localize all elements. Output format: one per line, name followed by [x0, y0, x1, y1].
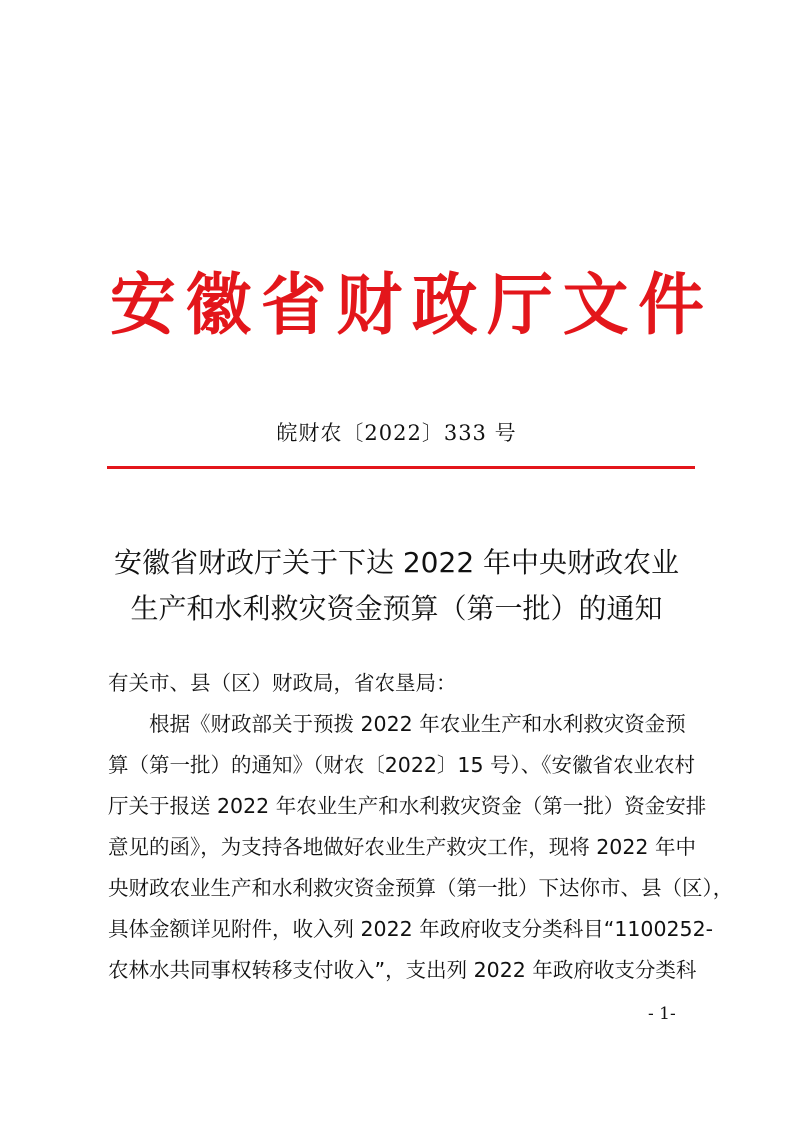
body-paragraph — [108, 704, 734, 991]
body-line: 农林水共同事权转移支付收入”，支出列 2022 年政府收支分类科 — [108, 958, 697, 982]
body-line: 算（第一批）的通知》（财农〔2022〕15 号）、《安徽省农业农村 — [108, 753, 696, 777]
body-line: 根据《财政部关于预拨 2022 年农业生产和水利救灾资金预 — [149, 712, 686, 736]
page-number: - 1- — [648, 1004, 676, 1024]
salutation: 有关市、县（区）财政局，省农垦局： — [108, 671, 457, 695]
notice-title-line: 生产和水利救灾资金预算（第一批）的通知 — [130, 592, 663, 625]
red-divider — [107, 466, 695, 469]
notice-title-line: 安徽省财政厅关于下达 2022 年中央财政农业 — [113, 546, 680, 579]
document-number: 皖财农〔2022〕333 号 — [276, 421, 517, 445]
body-line: 央财政农业生产和水利救灾资金预算（第一批）下达你市、县（区）， — [108, 876, 734, 900]
notice-title — [0, 540, 793, 632]
body-line: 具体金额详见附件，收入列 2022 年政府收支分类科目“1100252- — [108, 917, 714, 941]
body-line: 厅关于报送 2022 年农业生产和水利救灾资金（第一批）资金安排 — [108, 794, 707, 818]
body-line: 意见的函》，为支持各地做好农业生产救灾工作，现将 2022 年中 — [108, 835, 696, 859]
issuer-header: 安徽省财政厅文件 — [110, 266, 714, 344]
